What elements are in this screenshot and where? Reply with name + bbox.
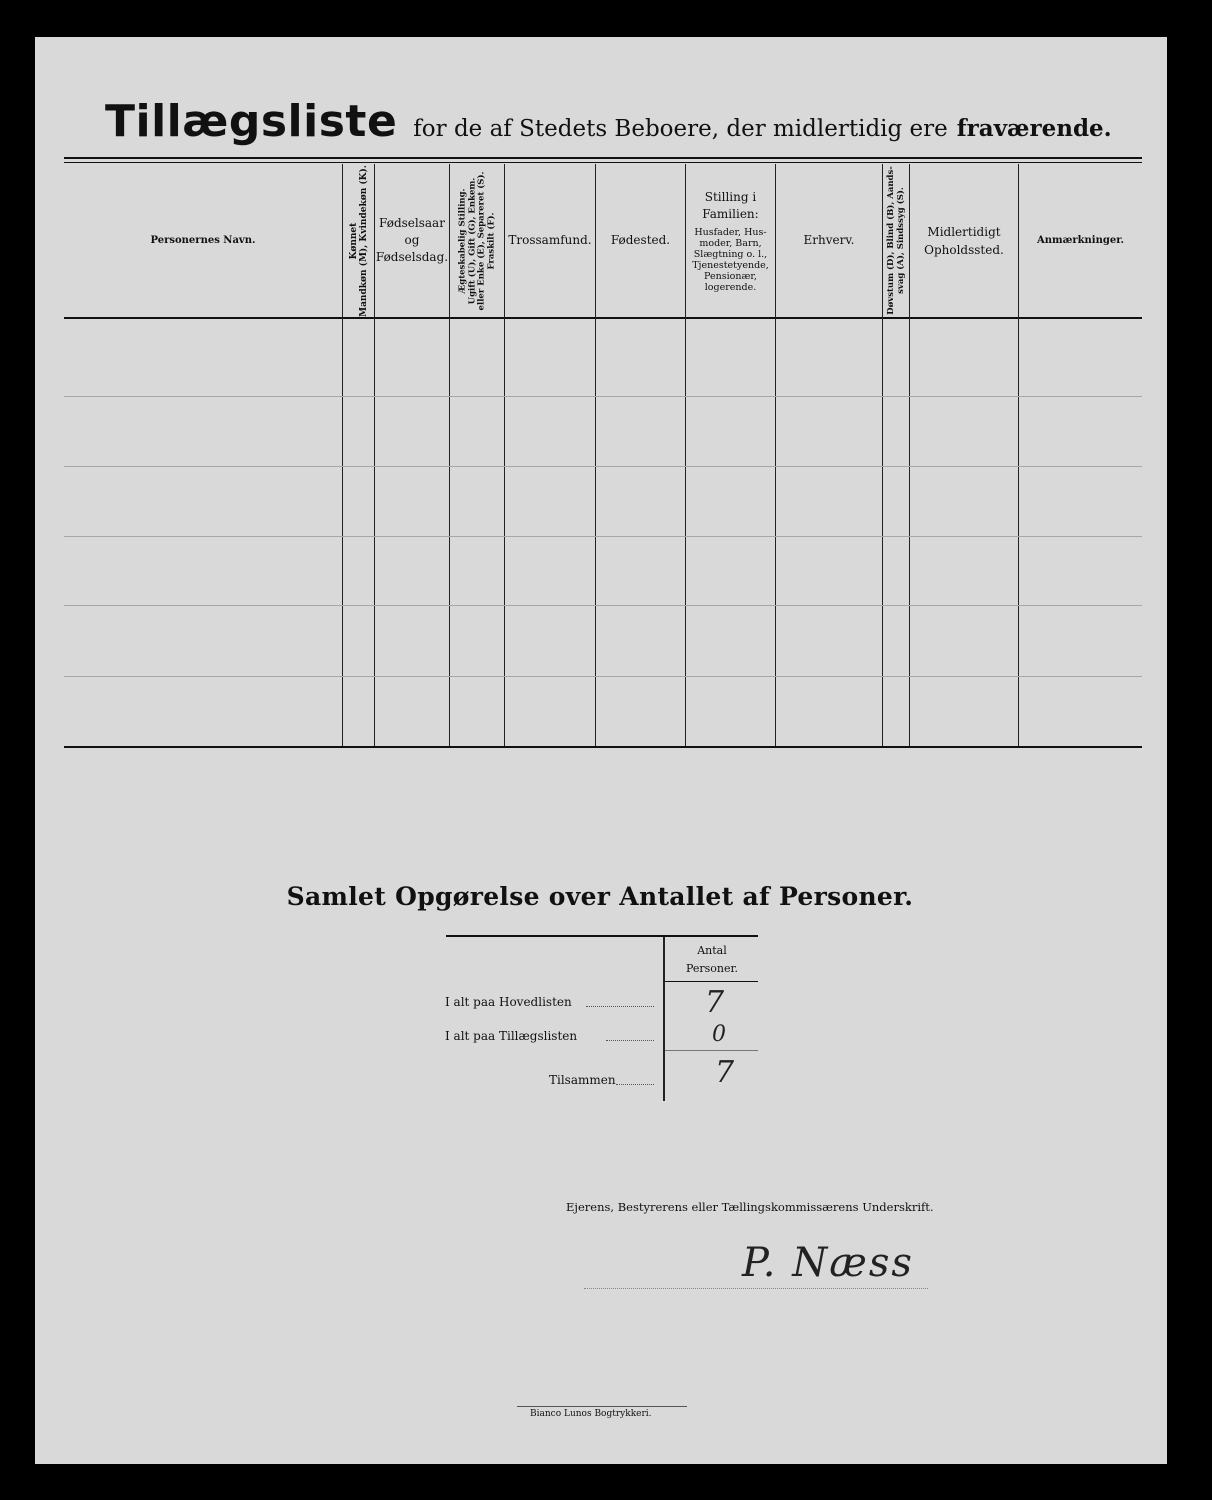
summary-col-header-l1: Antal: [697, 944, 727, 957]
signature-caption: Ejerens, Bestyrerens eller Tællingskommissærens Underskrift.: [566, 1200, 934, 1214]
header-marital-title: Ægteskabelig Stilling.: [457, 187, 467, 294]
summary-col-header: [666, 942, 758, 978]
summary-header-rule: [665, 981, 758, 982]
summary-total-rule: [665, 1050, 758, 1051]
signature-handwritten: P. Næss: [742, 1240, 914, 1286]
leader-dots: [586, 1006, 654, 1007]
header-remarks: [1019, 164, 1142, 317]
summary-top-rule: [446, 935, 758, 937]
header-family-l2: Familien:: [702, 206, 759, 221]
header-temp-residence-l2: Opholdssted.: [924, 242, 1004, 257]
title-emphasis: fraværende.: [956, 115, 1112, 142]
table-row-line: [64, 536, 1142, 537]
header-marital: [450, 164, 504, 317]
header-family-l8: logerende.: [704, 281, 757, 293]
summary-label-total: Tilsammen: [549, 1073, 616, 1087]
header-birth-line3: Fødselsdag.: [375, 250, 449, 264]
header-marital-l2: Ugift (U), Gift (G), Enkem.: [466, 177, 477, 304]
header-birth: [375, 164, 449, 317]
header-birthplace-text: Fødested.: [610, 233, 671, 247]
leader-dots: [606, 1040, 654, 1041]
header-sex-title: Kønnet: [348, 222, 359, 259]
table-header-rule: [64, 317, 1142, 319]
header-family-l3: Husfader, Hus-: [694, 226, 767, 238]
header-disability-l1: Døvstum (D), Blind (B), Aands-: [885, 166, 896, 315]
title-main: Tillægsliste: [105, 96, 398, 147]
summary-value-supplement-list: 0: [712, 1022, 726, 1047]
printer-rule: [517, 1406, 687, 1407]
header-marital-l3: eller Enke (E), Separeret (S).: [476, 171, 486, 310]
table-row-line: [64, 676, 1142, 677]
header-family-position: [686, 164, 775, 317]
header-temp-residence-l1: Midlertidigt: [927, 224, 1001, 239]
summary-divider: [663, 937, 665, 1101]
header-name: [64, 164, 342, 317]
table-top-rule: [64, 157, 1142, 159]
summary-col-header-l2: Personer.: [685, 962, 739, 975]
header-disability-l2: svag (A), Sindssyg (S).: [895, 187, 906, 294]
summary-value-total: 7: [715, 1055, 735, 1090]
header-temp-residence: [910, 164, 1018, 317]
header-sex-codes: Mandkøn (M), Kvindekøn (K).: [358, 164, 369, 317]
title-rest: for de af Stedets Beboere, der midlertidig ere: [413, 116, 948, 142]
header-religion-text: Trossamfund.: [508, 233, 592, 247]
table-top-rule-thin: [64, 162, 1142, 163]
printer-imprint: Bianco Lunos Bogtrykkeri.: [530, 1409, 652, 1419]
form-title: [105, 96, 1115, 152]
table-row-line: [64, 605, 1142, 606]
header-family-l7: Pensionær,: [704, 270, 757, 282]
header-birth-line1: Fødselsaar: [379, 216, 445, 230]
header-disability: [883, 164, 909, 317]
leader-dots: [616, 1084, 654, 1085]
summary-title: Samlet Opgørelse over Antallet af Personer.: [286, 882, 914, 911]
header-family-l4: moder, Barn,: [699, 237, 762, 249]
header-family-l6: Tjenestetyende,: [692, 259, 769, 271]
summary-label-supplement-list: I alt paa Tillægslisten: [445, 1029, 578, 1043]
header-religion: [505, 164, 595, 317]
header-occupation: [776, 164, 882, 317]
summary-value-main-list: 7: [705, 985, 725, 1020]
table-bottom-rule: [64, 746, 1142, 748]
header-name-text: Personernes Navn.: [150, 235, 256, 246]
header-occupation-text: Erhverv.: [803, 233, 855, 247]
header-remarks-text: Anmærkninger.: [1036, 235, 1125, 246]
signature-line: [584, 1288, 928, 1289]
header-family-l1: Stilling i: [704, 189, 757, 204]
header-birthplace: [596, 164, 685, 317]
header-birth-line2: og: [404, 233, 420, 247]
table-row-line: [64, 396, 1142, 397]
header-sex: [343, 164, 374, 317]
header-marital-l4: Fraskilt (F).: [485, 212, 496, 269]
summary-label-main-list: I alt paa Hovedlisten: [445, 995, 572, 1009]
header-family-l5: Slægtning o. l.,: [693, 248, 768, 260]
table-row-line: [64, 466, 1142, 467]
